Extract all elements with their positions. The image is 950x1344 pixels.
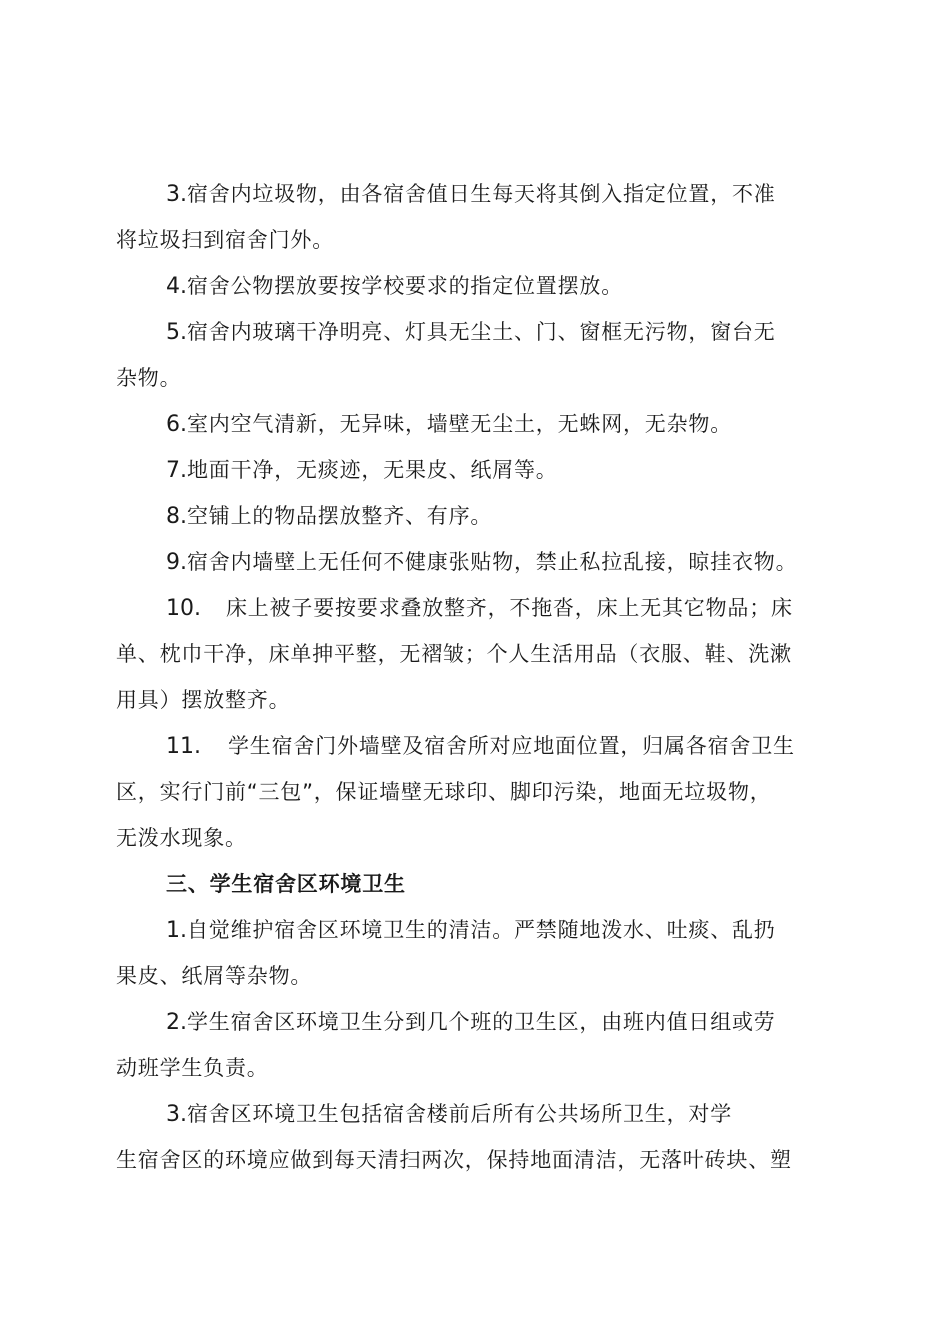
item-number: 9. — [166, 550, 187, 575]
line-text: 杂物。 — [116, 366, 182, 390]
heading-text: 三、学生宿舍区环境卫生 — [166, 872, 406, 896]
item-number: 7. — [166, 458, 187, 483]
line-text: 将垃圾扫到宿舍门外。 — [116, 228, 334, 252]
paragraph-line — [116, 1147, 792, 1173]
item-number: 5. — [166, 320, 187, 345]
line-text: 动班学生负责。 — [116, 1056, 269, 1080]
paragraph-line — [166, 595, 793, 622]
paragraph-line — [116, 825, 247, 851]
paragraph-line — [116, 227, 334, 253]
line-text: 果皮、纸屑等杂物。 — [116, 964, 313, 988]
line-text: 单、枕巾干净，床单抻平整，无褶皱；个人生活用品（衣服、鞋、洗漱 — [116, 642, 792, 666]
paragraph-line — [166, 1009, 776, 1036]
line-text: 床上被子要按要求叠放整齐，不拖沓，床上无其它物品；床 — [226, 596, 793, 620]
paragraph-line — [116, 365, 181, 391]
line-text: 区，实行门前“三包”，保证墙壁无球印、脚印污染，地面无垃圾物， — [116, 780, 772, 804]
line-text: 学生宿舍门外墙壁及宿舍所对应地面位置，归属各宿舍卫生 — [228, 734, 795, 758]
item-number: 8. — [166, 504, 187, 529]
item-number: 11. — [166, 734, 201, 759]
line-text: 地面干净，无痰迹，无果皮、纸屑等。 — [187, 458, 558, 482]
line-text: 自觉维护宿舍区环境卫生的清洁。严禁随地泼水、吐痰、乱扔 — [187, 918, 776, 942]
line-text: 生宿舍区的环境应做到每天清扫两次，保持地面清洁，无落叶砖块、塑 — [116, 1148, 792, 1172]
paragraph-line — [166, 503, 492, 530]
item-number: 2. — [166, 1010, 187, 1035]
item-number: 10. — [166, 596, 201, 621]
paragraph-line — [166, 411, 732, 438]
item-number: 3. — [166, 1102, 187, 1127]
paragraph-line — [166, 1101, 732, 1128]
line-text: 学生宿舍区环境卫生分到几个班的卫生区，由班内值日组或劳 — [187, 1010, 776, 1034]
paragraph-line — [166, 319, 776, 346]
line-text: 宿舍内垃圾物，由各宿舍值日生每天将其倒入指定位置，不准 — [187, 182, 776, 206]
line-text: 用具）摆放整齐。 — [116, 688, 291, 712]
item-number: 6. — [166, 412, 187, 437]
paragraph-line — [166, 733, 795, 760]
paragraph-line — [166, 549, 797, 576]
paragraph-line — [166, 457, 558, 484]
paragraph-line — [166, 917, 776, 944]
section-heading — [166, 871, 406, 897]
paragraph-line — [166, 181, 776, 208]
line-text: 室内空气清新，无异味，墙壁无尘土，无蛛网，无杂物。 — [187, 412, 732, 436]
paragraph-line — [116, 963, 312, 989]
paragraph-line — [116, 1055, 269, 1081]
item-number: 4. — [166, 274, 187, 299]
item-number: 1. — [166, 918, 187, 943]
paragraph-line — [116, 779, 772, 805]
paragraph-line — [166, 273, 623, 300]
line-text: 宿舍内玻璃干净明亮、灯具无尘土、门、窗框无污物，窗台无 — [187, 320, 776, 344]
line-text: 宿舍内墙壁上无任何不健康张贴物，禁止私拉乱接，晾挂衣物。 — [187, 550, 798, 574]
paragraph-line — [116, 687, 290, 713]
line-text: 宿舍区环境卫生包括宿舍楼前后所有公共场所卫生，对学 — [187, 1102, 732, 1126]
line-text: 无泼水现象。 — [116, 826, 247, 850]
line-text: 宿舍公物摆放要按学校要求的指定位置摆放。 — [187, 274, 623, 298]
line-text: 空铺上的物品摆放整齐、有序。 — [187, 504, 493, 528]
paragraph-line — [116, 641, 792, 667]
item-number: 3. — [166, 182, 187, 207]
